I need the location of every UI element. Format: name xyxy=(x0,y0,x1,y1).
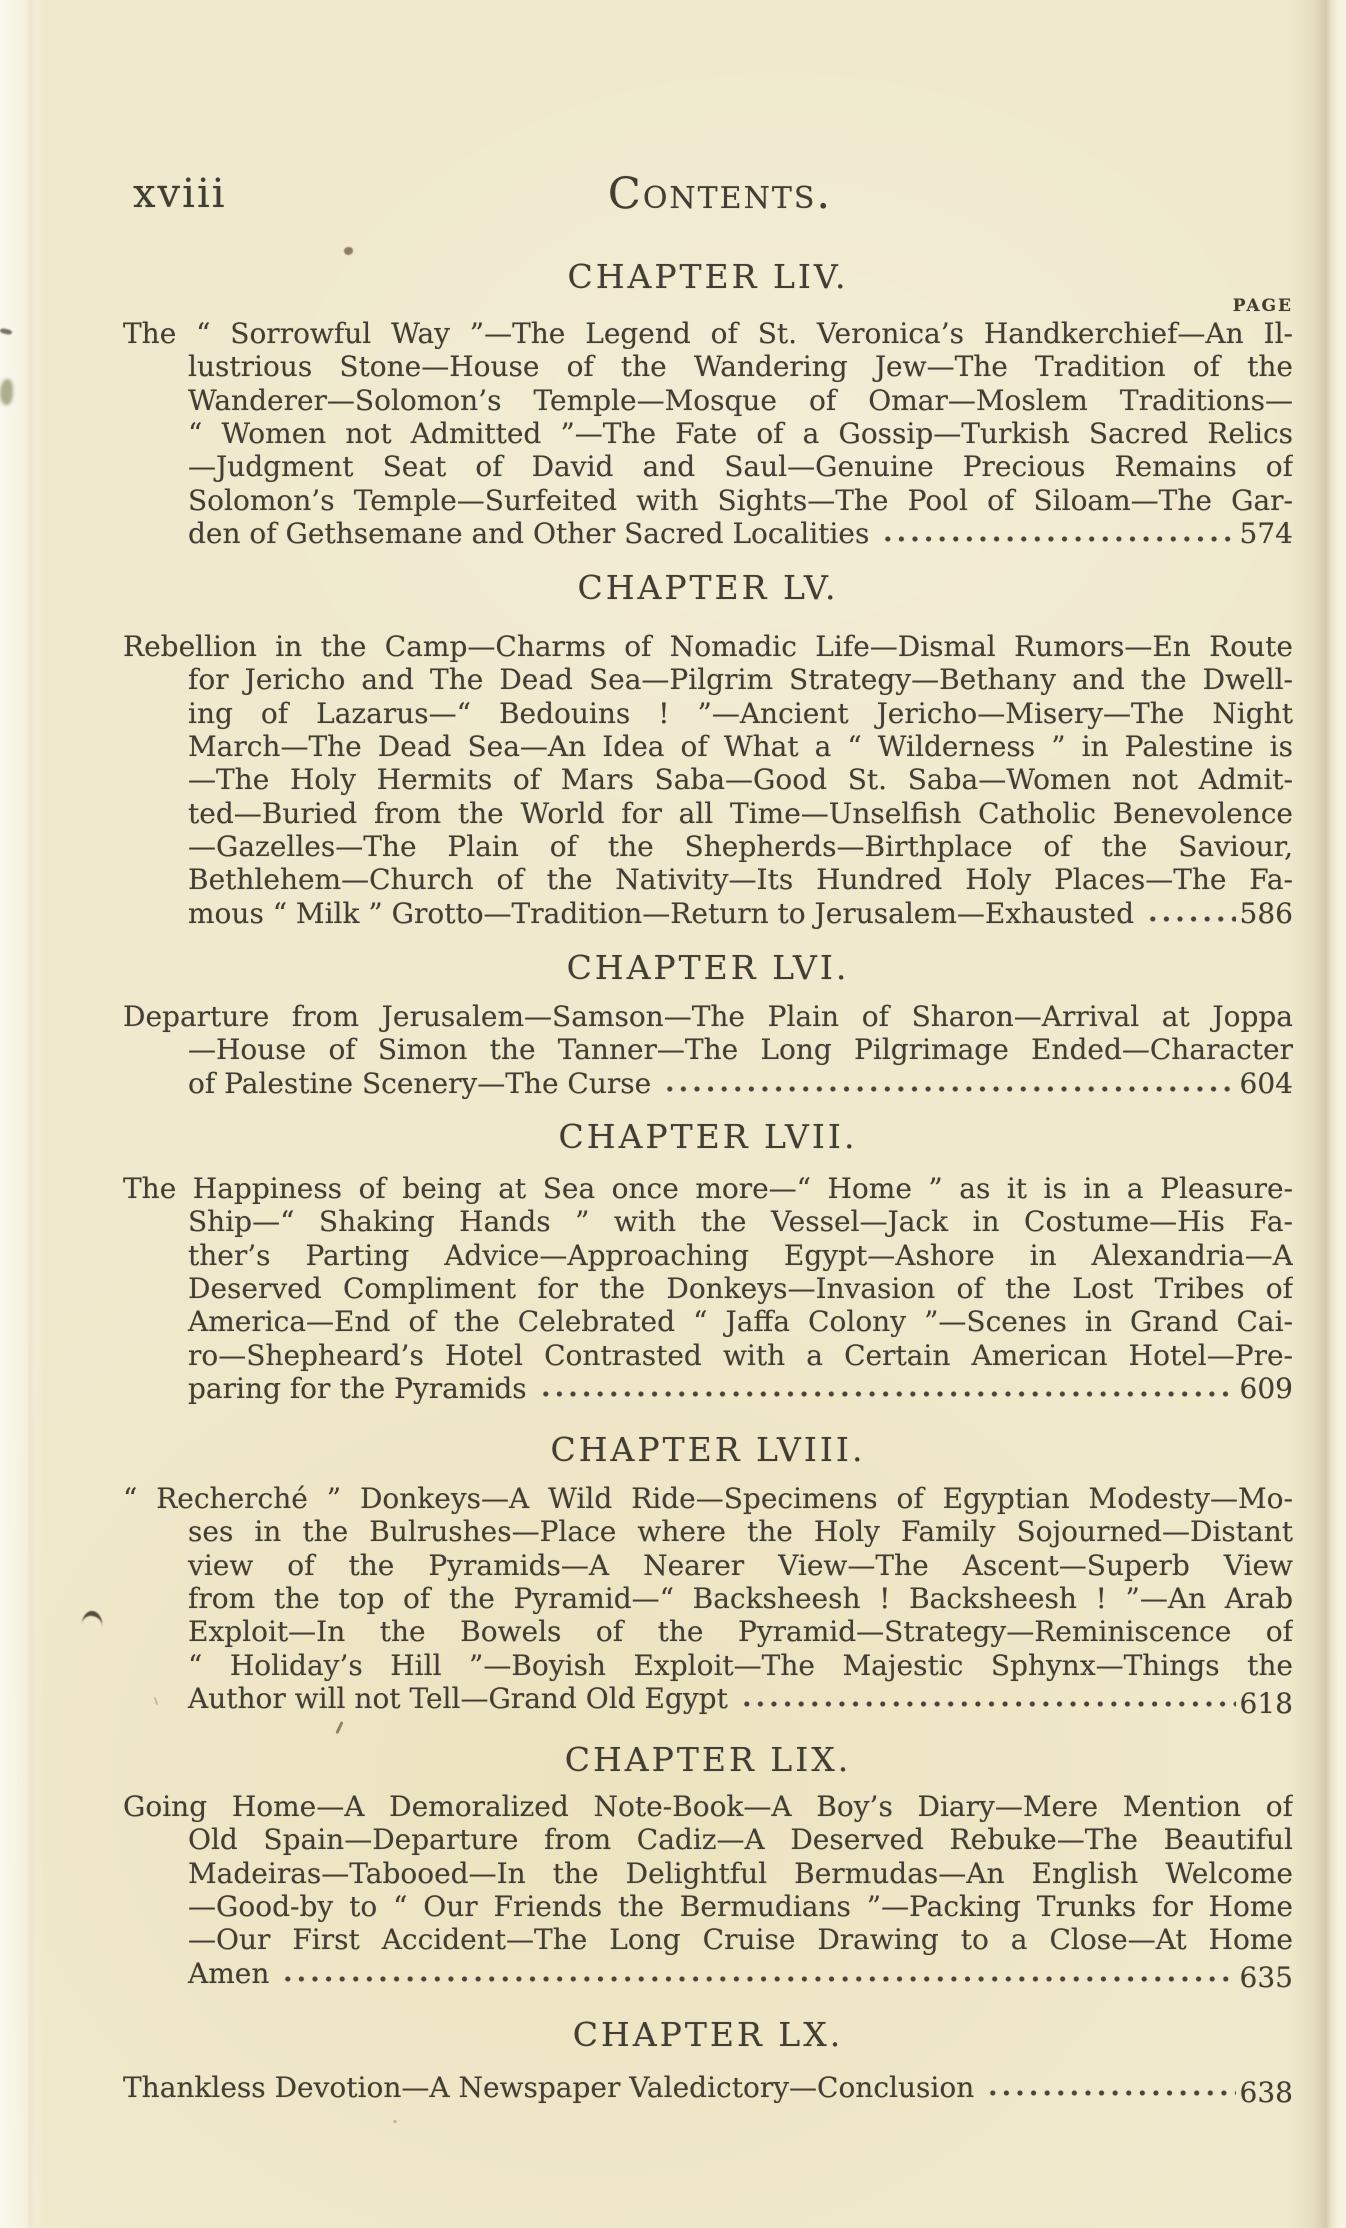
toc-line: ted—Buried from the World for all Time—Unselfish Catholic Benevolence xyxy=(188,796,1293,830)
toc-line: —Good-by to “ Our Friends the Bermudians ”—Packing Trunks for Home xyxy=(188,1890,1293,1924)
chapter-summary xyxy=(123,1790,1293,1990)
toc-chapters xyxy=(123,0,1293,2228)
toc-line: from the top of the Pyramid—“ Backsheesh ! Backsheesh ! ”—An Arab xyxy=(188,1582,1293,1616)
running-head-title: Contents. xyxy=(607,169,833,219)
toc-line: Rebellion in the Camp—Charms of Nomadic Life—Dismal Rumors—En Route xyxy=(123,630,1293,663)
toc-chapter xyxy=(123,570,1293,930)
toc-chapter xyxy=(123,1119,1293,1405)
chapter-last-line xyxy=(123,1067,1293,1100)
toc-line: March—The Dead Sea—An Idea of What a “ Wilderness ” in Palestine is xyxy=(188,730,1293,764)
chapter-page-number: 574 xyxy=(1239,517,1293,551)
toc-line: —House of Simon the Tanner—The Long Pilgrimage Ended—Character xyxy=(188,1033,1293,1067)
chapter-last-line xyxy=(123,517,1293,550)
dot-leader xyxy=(879,517,1235,550)
toc-line: “ Holiday’s Hill ”—Boyish Exploit—The Majestic Sphynx—Things the xyxy=(188,1648,1293,1682)
chapter-heading: CHAPTER LVIII. xyxy=(550,1430,866,1469)
chapter-page-number: 635 xyxy=(1239,1960,1293,1991)
toc-chapter xyxy=(123,950,1293,1100)
dot-leader xyxy=(738,1682,1236,1715)
dot-leader xyxy=(537,1372,1236,1405)
chapter-last-line-text: den of Gethsemane and Other Sacred Localities xyxy=(188,517,870,551)
toc-line: Ship—“ Shaking Hands ” with the Vessel—Jack in Costume—His Fa- xyxy=(188,1205,1293,1239)
toc-line: The Happiness of being at Sea once more—“ Home ” as it is in a Pleasure- xyxy=(123,1172,1293,1205)
chapter-heading: CHAPTER LVII. xyxy=(558,1117,858,1156)
toc-line: Madeiras—Tabooed—In the Delightful Bermudas—An English Welcome xyxy=(188,1856,1293,1890)
chapter-heading: CHAPTER LIX. xyxy=(564,1740,852,1779)
toc-line: ing of Lazarus—“ Bedouins ! ”—Ancient Jericho—Misery—The Night xyxy=(188,696,1293,730)
chapter-summary xyxy=(123,317,1293,550)
toc-line: ses in the Bulrushes—Place where the Holy Family Sojourned—Distant xyxy=(188,1515,1293,1549)
toc-line: view of the Pyramids—A Nearer View—The Ascent—Superb View xyxy=(188,1548,1293,1582)
chapter-last-line-text: of Palestine Scenery—The Curse xyxy=(188,1066,652,1100)
chapter-heading: CHAPTER LV. xyxy=(577,568,839,607)
toc-chapter xyxy=(123,1742,1293,1990)
chapter-summary xyxy=(123,1172,1293,1405)
toc-line: ro—Shepheard’s Hotel Contrasted with a Certain American Hotel—Pre- xyxy=(188,1338,1293,1372)
chapter-last-line-text: paring for the Pyramids xyxy=(188,1372,527,1406)
chapter-summary xyxy=(123,1000,1293,1100)
dot-leader xyxy=(984,2071,1235,2104)
chapter-heading: CHAPTER LVI. xyxy=(566,948,850,987)
folio-number: xviii xyxy=(133,171,227,217)
toc-line: Wanderer—Solomon’s Temple—Mosque of Omar—Moslem Traditions— xyxy=(188,383,1293,417)
dot-leader xyxy=(279,1957,1235,1990)
toc-line: Departure from Jerusalem—Samson—The Plain of Sharon—Arrival at Joppa xyxy=(123,1000,1293,1033)
dot-leader xyxy=(1144,897,1236,930)
dot-leader xyxy=(661,1067,1235,1100)
chapter-page-number: 609 xyxy=(1239,1372,1293,1406)
toc-line: Solomon’s Temple—Surfeited with Sights—The Pool of Siloam—The Gar- xyxy=(188,483,1293,517)
toc-line: —Gazelles—The Plain of the Shepherds—Birthplace of the Saviour, xyxy=(188,830,1293,864)
chapter-heading: CHAPTER LX. xyxy=(572,2015,844,2054)
page-content xyxy=(123,0,1293,2228)
chapter-last-line xyxy=(123,1682,1293,1715)
toc-line: America—End of the Celebrated “ Jaffa Colony ”—Scenes in Grand Cai- xyxy=(188,1305,1293,1339)
toc-line: —Our First Accident—The Long Cruise Drawing to a Close—At Home xyxy=(188,1923,1293,1957)
chapter-last-line-text: Amen xyxy=(188,1956,270,1990)
toc-line: Going Home—A Demoralized Note-Book—A Boy’s Diary—Mere Mention of xyxy=(123,1790,1293,1823)
page-column-label: PAGE xyxy=(1232,296,1293,316)
chapter-last-line-text: Thankless Devotion—A Newspaper Valedictory—Conclusion xyxy=(123,2071,975,2104)
chapter-last-line xyxy=(123,2071,1293,2104)
toc-chapter xyxy=(123,259,1293,550)
chapter-page-number: 604 xyxy=(1239,1066,1293,1100)
chapter-last-line-text: Author will not Tell—Grand Old Egypt xyxy=(188,1682,728,1716)
chapter-page-number: 618 xyxy=(1239,1687,1293,1716)
chapter-page-number: 638 xyxy=(1239,2076,1293,2105)
toc-line: —Judgment Seat of David and Saul—Genuine Precious Remains of xyxy=(188,450,1293,484)
chapter-page-number: 586 xyxy=(1239,896,1293,930)
chapter-last-line-text: mous “ Milk ” Grotto—Tradition—Return to Jerusalem—Exhausted xyxy=(188,896,1135,930)
toc-chapter xyxy=(123,1432,1293,1715)
toc-line: —The Holy Hermits of Mars Saba—Good St. Saba—Women not Admit- xyxy=(188,763,1293,797)
toc-line: Exploit—In the Bowels of the Pyramid—Strategy—Reminiscence of xyxy=(188,1615,1293,1649)
toc-line: “ Recherché ” Donkeys—A Wild Ride—Specimens of Egyptian Modesty—Mo- xyxy=(123,1482,1293,1515)
chapter-last-line xyxy=(123,1957,1293,1990)
toc-chapter xyxy=(123,2017,1293,2104)
toc-line: for Jericho and The Dead Sea—Pilgrim Strategy—Bethany and the Dwell- xyxy=(188,663,1293,697)
chapter-heading: CHAPTER LIV. xyxy=(567,257,849,296)
toc-line: lustrious Stone—House of the Wandering Jew—The Tradition of the xyxy=(188,350,1293,384)
chapter-summary xyxy=(123,2071,1293,2104)
chapter-last-line xyxy=(123,897,1293,930)
chapter-summary xyxy=(123,1482,1293,1715)
toc-line: “ Women not Admitted ”—The Fate of a Gossip—Turkish Sacred Relics xyxy=(188,417,1293,451)
toc-line: ther’s Parting Advice—Approaching Egypt—Ashore in Alexandria—A xyxy=(188,1238,1293,1272)
toc-line: The “ Sorrowful Way ”—The Legend of St. Veronica’s Handkerchief—An Il- xyxy=(123,317,1293,350)
toc-line: Deserved Compliment for the Donkeys—Invasion of the Lost Tribes of xyxy=(188,1272,1293,1306)
chapter-summary xyxy=(123,630,1293,930)
toc-line: Old Spain—Departure from Cadiz—A Deserved Rebuke—The Beautiful xyxy=(188,1823,1293,1857)
chapter-last-line xyxy=(123,1372,1293,1405)
toc-line: Bethlehem—Church of the Nativity—Its Hundred Holy Places—The Fa- xyxy=(188,863,1293,897)
